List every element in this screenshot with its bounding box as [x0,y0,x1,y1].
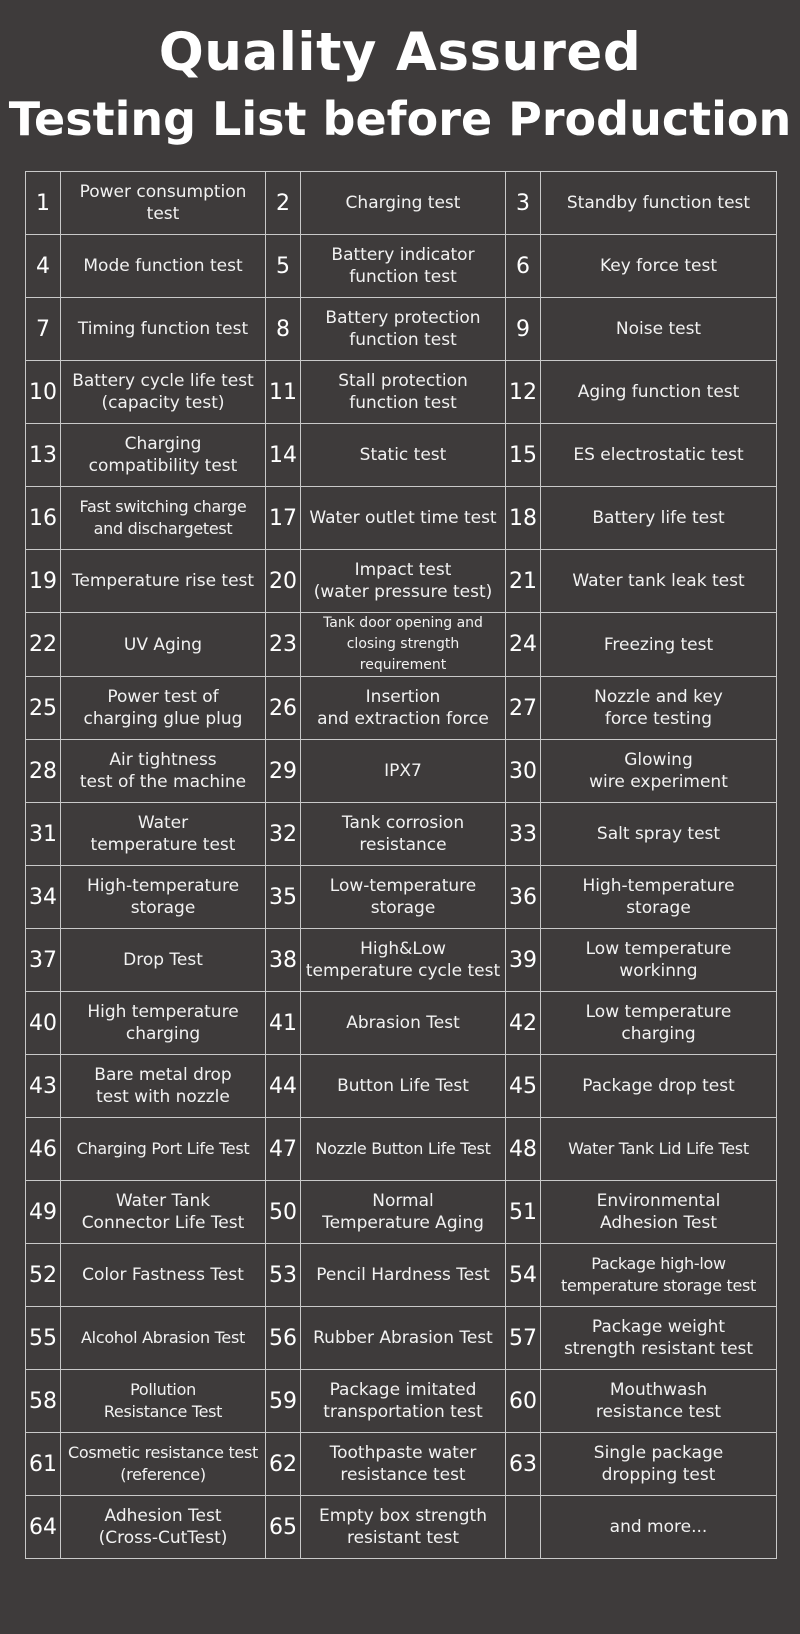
test-label: Insertion and extraction force [301,677,506,740]
test-label: Package weight strength resistant test [541,1307,777,1370]
table-row [26,424,777,487]
test-label: High&Low temperature cycle test [301,929,506,992]
test-number: 55 [26,1307,61,1370]
test-label: UV Aging [61,613,266,677]
test-label: Air tightness test of the machine [61,740,266,803]
test-label: IPX7 [301,740,506,803]
test-number: 13 [26,424,61,487]
test-number: 42 [506,992,541,1055]
test-label: Charging Port Life Test [61,1118,266,1181]
test-label: Package imitated transportation test [301,1370,506,1433]
test-number: 65 [266,1496,301,1559]
table-row [26,803,777,866]
test-number: 25 [26,677,61,740]
test-number: 26 [266,677,301,740]
test-number: 50 [266,1181,301,1244]
test-number: 29 [266,740,301,803]
test-label: Battery protection function test [301,298,506,361]
test-number: 47 [266,1118,301,1181]
test-label: Fast switching charge and dischargetest [61,487,266,550]
test-number: 31 [26,803,61,866]
test-label: Temperature rise test [61,550,266,613]
test-number: 32 [266,803,301,866]
test-label: Normal Temperature Aging [301,1181,506,1244]
test-number: 5 [266,235,301,298]
test-number: 30 [506,740,541,803]
test-label: Standby function test [541,172,777,235]
test-label: Aging function test [541,361,777,424]
test-number: 59 [266,1370,301,1433]
test-number: 20 [266,550,301,613]
test-label: Glowing wire experiment [541,740,777,803]
test-number: 39 [506,929,541,992]
test-label: Tank door opening and closing strength requirement [301,613,506,677]
test-number: 54 [506,1244,541,1307]
test-label: Charging test [301,172,506,235]
table-row [26,929,777,992]
test-label: Water Tank Lid Life Test [541,1118,777,1181]
test-label: Low temperature workinng [541,929,777,992]
test-number: 28 [26,740,61,803]
test-number: 56 [266,1307,301,1370]
test-number: 14 [266,424,301,487]
test-label: Power test of charging glue plug [61,677,266,740]
test-number: 60 [506,1370,541,1433]
test-label: Pollution Resistance Test [61,1370,266,1433]
test-label: Color Fastness Test [61,1244,266,1307]
test-label: Stall protection function test [301,361,506,424]
test-label: Water outlet time test [301,487,506,550]
test-label: Timing function test [61,298,266,361]
test-label: Battery life test [541,487,777,550]
test-number: 1 [26,172,61,235]
testing-list-table [25,171,777,1559]
test-label: Alcohol Abrasion Test [61,1307,266,1370]
test-label: Battery cycle life test (capacity test) [61,361,266,424]
test-label: Mouthwash resistance test [541,1370,777,1433]
test-number [506,1496,541,1559]
test-number: 43 [26,1055,61,1118]
test-number: 53 [266,1244,301,1307]
test-number: 4 [26,235,61,298]
test-number: 46 [26,1118,61,1181]
test-label: and more... [541,1496,777,1559]
test-label: Water Tank Connector Life Test [61,1181,266,1244]
test-number: 18 [506,487,541,550]
table-row [26,1055,777,1118]
test-number: 61 [26,1433,61,1496]
test-label: Single package dropping test [541,1433,777,1496]
test-label: Cosmetic resistance test (reference) [61,1433,266,1496]
test-number: 17 [266,487,301,550]
test-label: Mode function test [61,235,266,298]
table-row [26,1118,777,1181]
test-label: Power consumption test [61,172,266,235]
test-number: 6 [506,235,541,298]
test-number: 51 [506,1181,541,1244]
table-row [26,1307,777,1370]
table-row [26,1496,777,1559]
test-number: 52 [26,1244,61,1307]
test-number: 15 [506,424,541,487]
test-label: Impact test (water pressure test) [301,550,506,613]
test-label: Empty box strength resistant test [301,1496,506,1559]
test-label: Package drop test [541,1055,777,1118]
test-number: 36 [506,866,541,929]
test-number: 21 [506,550,541,613]
test-number: 57 [506,1307,541,1370]
test-number: 24 [506,613,541,677]
table-row [26,235,777,298]
test-label: Nozzle Button Life Test [301,1118,506,1181]
test-number: 19 [26,550,61,613]
test-label: Freezing test [541,613,777,677]
table-row [26,1433,777,1496]
test-label: Button Life Test [301,1055,506,1118]
test-label: High temperature charging [61,992,266,1055]
table-row [26,361,777,424]
test-label: Tank corrosion resistance [301,803,506,866]
test-label: ES electrostatic test [541,424,777,487]
test-label: Adhesion Test (Cross-CutTest) [61,1496,266,1559]
page-title: Quality Assured [158,22,642,83]
page-subtitle: Testing List before Production [8,92,792,146]
test-number: 64 [26,1496,61,1559]
test-number: 9 [506,298,541,361]
test-label: Salt spray test [541,803,777,866]
test-number: 2 [266,172,301,235]
test-label: Battery indicator function test [301,235,506,298]
table-row [26,1181,777,1244]
table-row [26,1370,777,1433]
test-label: Toothpaste water resistance test [301,1433,506,1496]
test-number: 22 [26,613,61,677]
table-row [26,550,777,613]
test-number: 48 [506,1118,541,1181]
test-number: 11 [266,361,301,424]
test-number: 37 [26,929,61,992]
test-label: Charging compatibility test [61,424,266,487]
test-label: Environmental Adhesion Test [541,1181,777,1244]
test-number: 3 [506,172,541,235]
test-label: Water temperature test [61,803,266,866]
test-number: 45 [506,1055,541,1118]
test-number: 12 [506,361,541,424]
test-label: Low-temperature storage [301,866,506,929]
test-label: Rubber Abrasion Test [301,1307,506,1370]
test-label: Abrasion Test [301,992,506,1055]
test-number: 10 [26,361,61,424]
test-number: 34 [26,866,61,929]
table-row [26,866,777,929]
test-label: Nozzle and key force testing [541,677,777,740]
test-number: 38 [266,929,301,992]
test-number: 41 [266,992,301,1055]
test-label: Low temperature charging [541,992,777,1055]
table-row [26,487,777,550]
test-label: Static test [301,424,506,487]
table-row [26,1244,777,1307]
test-number: 44 [266,1055,301,1118]
test-number: 63 [506,1433,541,1496]
test-label: High-temperature storage [61,866,266,929]
table-row [26,992,777,1055]
test-number: 58 [26,1370,61,1433]
test-number: 7 [26,298,61,361]
test-number: 35 [266,866,301,929]
table-row [26,740,777,803]
test-number: 33 [506,803,541,866]
test-label: Pencil Hardness Test [301,1244,506,1307]
table-row [26,298,777,361]
test-label: Key force test [541,235,777,298]
test-label: Drop Test [61,929,266,992]
test-number: 62 [266,1433,301,1496]
table-row [26,677,777,740]
table-row [26,613,777,677]
test-number: 8 [266,298,301,361]
test-number: 16 [26,487,61,550]
test-label: Noise test [541,298,777,361]
test-number: 23 [266,613,301,677]
test-label: Bare metal drop test with nozzle [61,1055,266,1118]
test-label: High-temperature storage [541,866,777,929]
test-label: Water tank leak test [541,550,777,613]
test-number: 49 [26,1181,61,1244]
test-number: 40 [26,992,61,1055]
table-row [26,172,777,235]
test-number: 27 [506,677,541,740]
test-label: Package high-low temperature storage test [541,1244,777,1307]
